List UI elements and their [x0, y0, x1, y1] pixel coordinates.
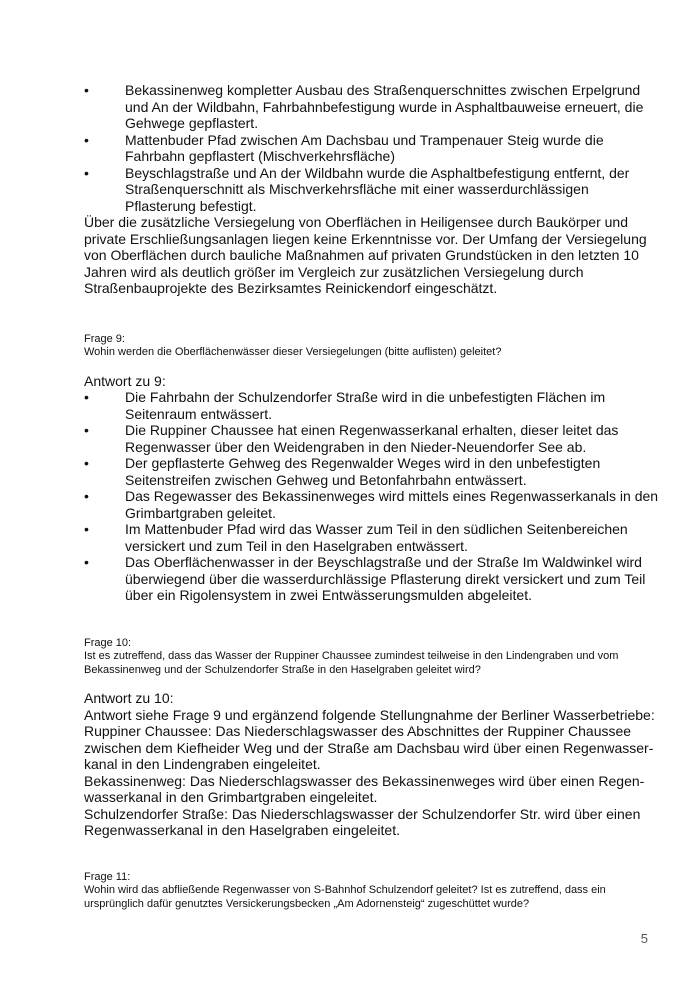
list-item: • Das Oberflächenwasser in der Beyschlagstraße und der Straße Im Waldwinkel wird überwiegend über die wasserdurchlässige Pflasterung direkt versickert und zum Teil über ein Rigolensystem in zwei Entwässerungsmulden abgeleitet. [84, 554, 660, 604]
answer-10-bekassinenweg: Bekassinenweg: Das Niederschlagswasser des Bekassinenweges wird über einen Regen-wasserkanal in den Grimbartgraben eingeleitet. [84, 772, 645, 805]
question-10-text: Ist es zutreffend, dass das Wasser der Ruppiner Chaussee zumindest teilweise in den Lindengraben und vom Bekassinenweg und der Schulzendorfer Straße in den Haselgraben geleitet wird? [84, 650, 619, 676]
question-9-label: Frage 9: [84, 332, 125, 345]
answer-10-ruppiner-chaussee: Ruppiner Chaussee: Das Niederschlagswasser des Abschnittes der Ruppiner Chaussee zwischen dem Kiefheider Weg und der Straße am Dachsbau wird über einen Regenwasser-kanal in den Lindengraben eingeleitet. [84, 723, 654, 772]
list-item: • Das Regewasser des Bekassinenweges wird mittels eines Regenwasserkanals in den Grimbartgraben geleitet. [84, 488, 660, 521]
list-item: • Beyschlagstraße und An der Wildbahn wurde die Asphaltbefestigung entfernt, der Straßenquerschnitt als Mischverkehrsfläche mit einer wasserdurchlässigen Pflasterung befestigt. [84, 165, 660, 215]
page-number: 5 [640, 931, 648, 946]
list-item: • Im Mattenbuder Pfad wird das Wasser zum Teil in den südlichen Seitenbereichen versickert und zum Teil in den Haselgraben entwässert. [84, 521, 660, 554]
list-item: • Die Ruppiner Chaussee hat einen Regenwasserkanal erhalten, dieser leitet das Regenwasser über den Weidengraben in den Nieder-Neuendorfer See ab. [84, 422, 660, 455]
document-page [84, 82, 660, 911]
question-9-text: Wohin werden die Oberflächenwässer dieser Versiegelungen (bitte auflisten) geleitet? [84, 346, 502, 358]
question-11-label: Frage 11: [84, 870, 131, 883]
answer-9-label: Antwort zu 9: [84, 372, 166, 389]
answer-9-bullet-list [84, 389, 660, 604]
answer-10-schulzendorfer-strasse: Schulzendorfer Straße: Das Niederschlagswasser der Schulzendorfer Str. wird über einen Regenwasserkanal in den Haselgraben eingeleitet. [84, 805, 641, 838]
answer-10-intro: Antwort siehe Frage 9 und ergänzend folgende Stellungnahme der Berliner Wasserbetriebe: [84, 706, 655, 723]
list-item: • Der gepflasterte Gehweg des Regenwalder Weges wird in den unbefestigten Seitenstreifen zwischen Gehweg und Betonfahrbahn entwässert. [84, 455, 660, 488]
answer-10-label: Antwort zu 10: [84, 690, 174, 706]
list-item: • Mattenbuder Pfad zwischen Am Dachsbau und Trampenauer Steig wurde die Fahrbahn gepflastert (Mischverkehrsfläche) [84, 132, 660, 165]
question-10-label: Frage 10: [84, 636, 132, 649]
versiegelung-paragraph: Über die zusätzliche Versiegelung von Oberflächen in Heiligensee durch Baukörper und private Erschließungsanlagen liegen keine Erkenntnisse vor. Der Umfang der Versiegelung von Oberflächen durch bauliche Maßnahmen auf privaten Grundstücken in den letzten 10 Jahren wird als deutlich größer im Vergleich zur zusätzlichen Versiegelung durch Straßenbauprojekte des Bezirksamtes Reinickendorf eingeschätzt. [84, 214, 647, 296]
list-item: • Bekassinenweg kompletter Ausbau des Straßenquerschnittes zwischen Erpelgrund und An der Wildbahn, Fahrbahnbefestigung wurde in Asphaltbauweise erneuert, die Gehwege gepflastert. [84, 82, 660, 132]
top-bullet-list [84, 82, 660, 214]
list-item: • Die Fahrbahn der Schulzendorfer Straße wird in die unbefestigten Flächen im Seitenraum entwässert. [84, 389, 660, 422]
question-11-text: Wohin wird das abfließende Regenwasser von S-Bahnhof Schulzendorf geleitet? Ist es zutreffend, dass ein ursprünglich dafür genutztes Versickerungsbecken „Am Adornensteig“ zugeschüttet wurde? [84, 884, 606, 910]
